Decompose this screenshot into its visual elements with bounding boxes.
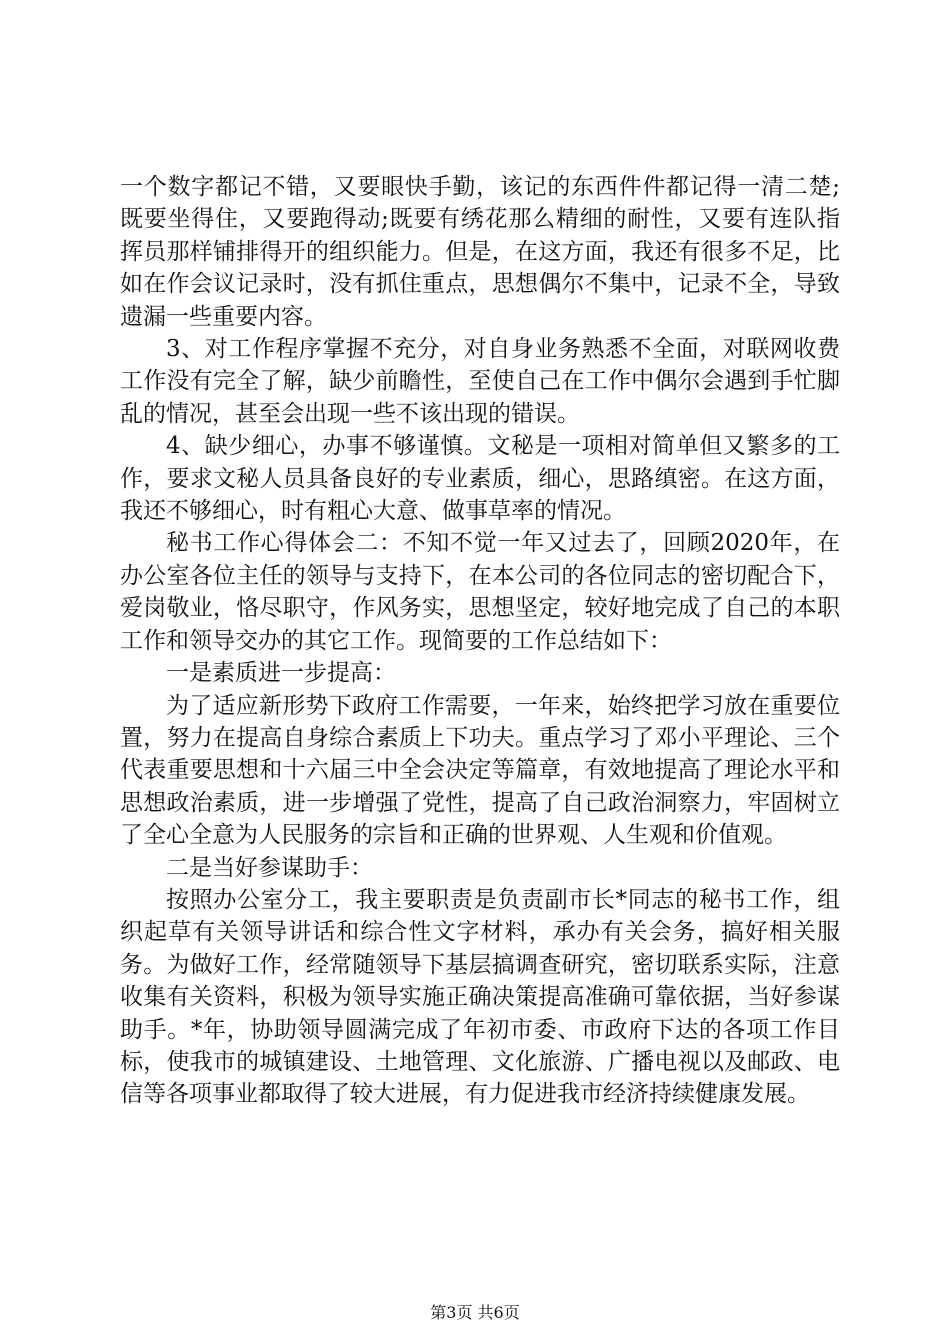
- document-body: [120, 171, 840, 1111]
- paragraph-3: 4、缺少细心，办事不够谨慎。文秘是一项相对简单但又繁多的工作，要求文秘人员具备良好的专业素质，细心，思路缜密。在这方面，我还不够细心，时有粗心大意、做事草率的情况。: [120, 433, 840, 525]
- paragraph-8: 按照办公室分工，我主要职责是负责副市长*同志的秘书工作，组织起草有关领导讲话和综合性文字材料，承办有关会务，搞好相关服务。为做好工作，经常随领导下基层搞调查研究，密切联系实际，注意收集有关资料，积极为领导实施正确决策提高准确可靠依据，当好参谋助手。*年，协助领导圆满完成了年初市委、市政府下达的各项工作目标，使我市的城镇建设、土地管理、文化旅游、广播电视以及邮政、电信等各项事业都取得了较大进展，有力促进我市经济持续健康发展。: [120, 886, 840, 1108]
- section-heading-1: 一是素质进一步提高：: [166, 660, 396, 687]
- paragraph-1: 一个数字都记不错，又要眼快手勤，该记的东西件件都记得一清二楚;既要坐得住，又要跑得动;既要有绣花那么精细的耐性，又要有连队指挥员那样铺排得开的组织能力。但是，在这方面，我还有很多不足，比如在作会议记录时，没有抓住重点，思想偶尔不集中，记录不全，导致遗漏一些重要内容。: [120, 174, 840, 330]
- section-heading-2: 二是当好参谋助手：: [166, 854, 373, 881]
- paragraph-2: 3、对工作程序掌握不充分，对自身业务熟悉不全面，对联网收费工作没有完全了解，缺少前瞻性，至使自己在工作中偶尔会遇到手忙脚乱的情况，甚至会出现一些不该出现的错误。: [120, 336, 840, 427]
- page-number-footer: 第3页 共6页: [430, 1303, 520, 1322]
- paragraph-4: 秘书工作心得体会二：不知不觉一年又过去了，回顾2020年，在办公室各位主任的领导与支持下，在本公司的各位同志的密切配合下，爱岗敬业，恪尽职守，作风务实，思想坚定，较好地完成了自己的本职工作和领导交办的其它工作。现简要的工作总结如下：: [120, 530, 840, 654]
- paragraph-6: 为了适应新形势下政府工作需要，一年来，始终把学习放在重要位置，努力在提高自身综合素质上下功夫。重点学习了邓小平理论、三个代表重要思想和十六届三中全会决定等篇章，有效地提高了理论水平和思想政治素质，进一步增强了党性，提高了自己政治洞察力，牢固树立了全心全意为人民服务的宗旨和正确的世界观、人生观和价值观。: [120, 692, 840, 849]
